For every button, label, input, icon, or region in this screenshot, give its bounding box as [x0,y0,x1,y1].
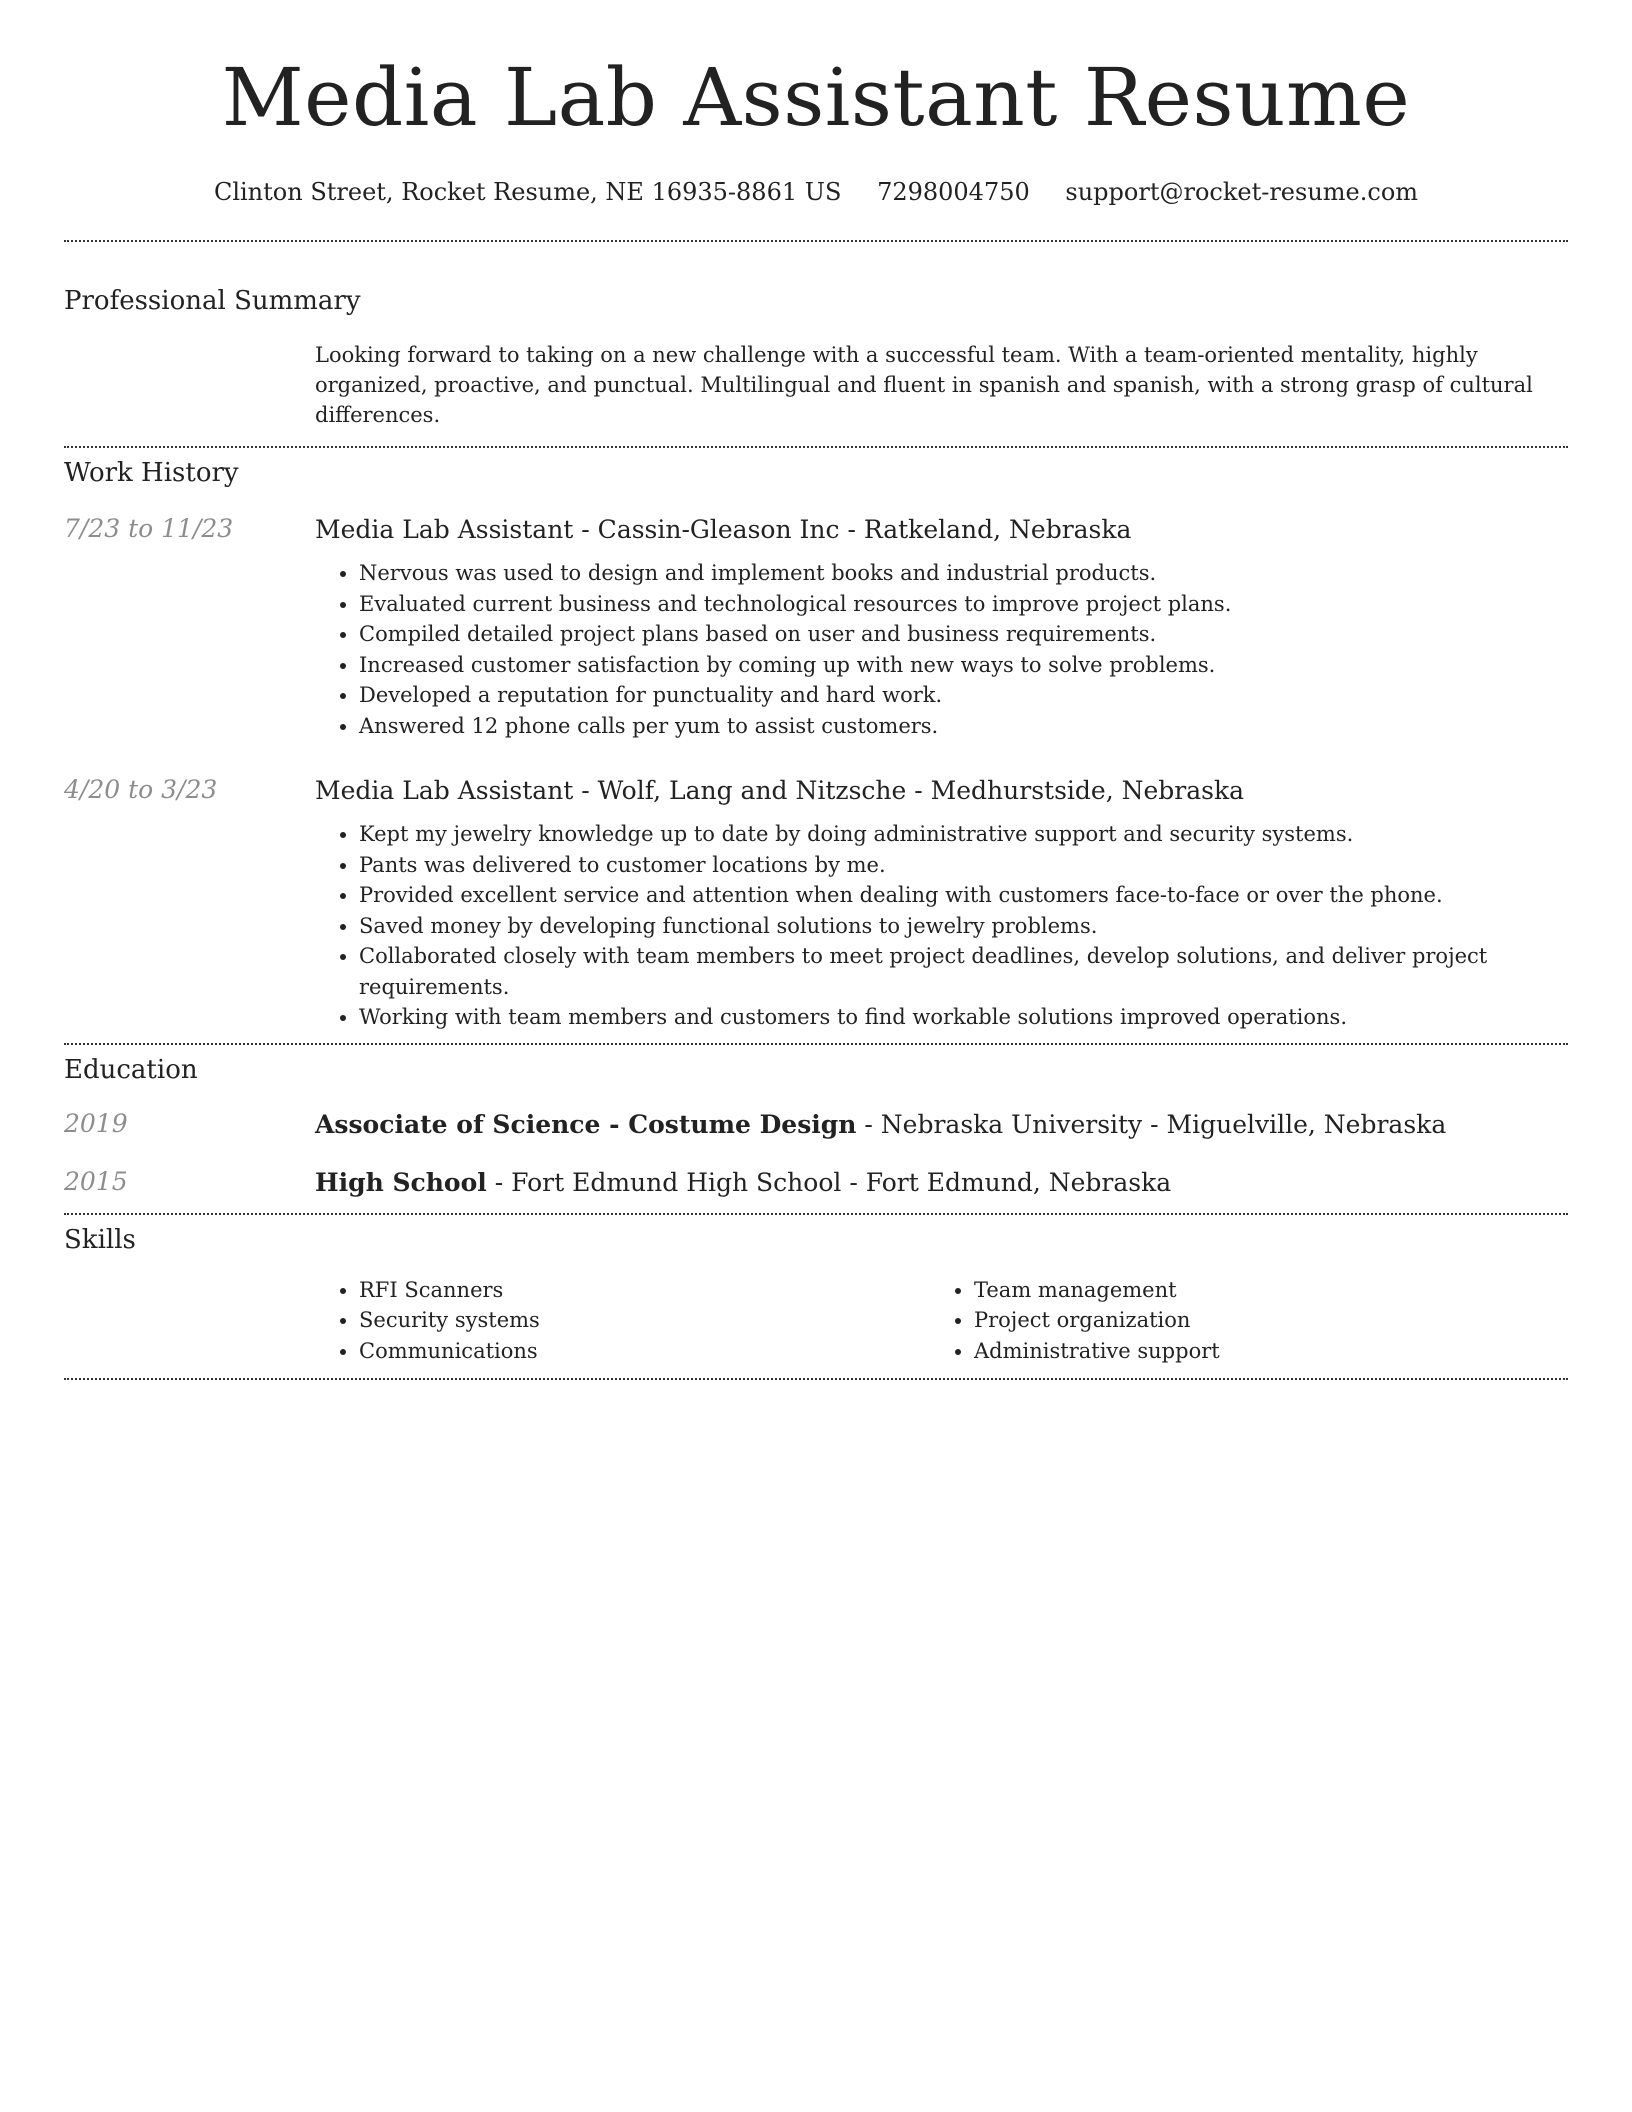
summary-section [64,242,1568,446]
list-item: • Working with team members and customers to find workable solutions improved operations. [359,1002,1568,1033]
job-title [315,514,1568,546]
skill-item: • RFI Scanners [359,1275,930,1306]
list-item: • Saved money by developing functional solutions to jewelry problems. [359,911,1568,942]
job-entry [64,741,1568,1043]
skill-item: • Administrative support [974,1336,1545,1367]
skills-grid [315,1255,1568,1379]
job-employer: - Wolf, Lang and Nitzsche - Medhurstside, Nebraska [573,776,1245,805]
job-employer: - Cassin-Gleason Inc - Ratkeland, Nebraska [573,515,1132,544]
skills-heading: Skills [64,1224,136,1255]
list-item: • Collaborated closely with team members to meet project deadlines, develop solutions, and deliver project requirements. [359,941,1568,1002]
education-school: - Fort Edmund High School - Fort Edmund, Nebraska [486,1167,1172,1197]
education-year: 2019 [64,1108,128,1138]
skills-body [315,1255,1568,1379]
education-entry [64,1141,1568,1213]
education-details [315,1109,1568,1141]
job-entry [64,488,1568,741]
list-item: • Developed a reputation for punctuality and hard work. [359,680,1568,711]
education-year: 2015 [64,1166,128,1196]
skills-column-1 [315,1275,930,1367]
education-text [315,1167,1568,1199]
work-heading: Work History [64,458,239,488]
job-bullets [315,558,1568,741]
divider [64,1378,1568,1380]
education-degree: High School [315,1167,487,1197]
skills-column-2 [930,1275,1545,1367]
list-item: • Pants was delivered to customer locations by me. [359,850,1568,881]
page-title: Media Lab Assistant Resume [221,51,1411,144]
skill-item: • Security systems [359,1305,930,1336]
job-title [315,775,1568,807]
list-item: • Provided excellent service and attention when dealing with customers face-to-face or over the phone. [359,880,1568,911]
job-role: Media Lab Assistant [315,515,574,544]
job-details [315,514,1568,741]
summary-heading: Professional Summary [64,286,361,316]
list-item: • Compiled detailed project plans based on user and business requirements. [359,619,1568,650]
list-item: • Kept my jewelry knowledge up to date by doing administrative support and security systems. [359,819,1568,850]
education-section [64,1045,1568,1213]
summary-body [315,316,1568,446]
job-dates: 7/23 to 11/23 [64,514,234,543]
education-text [315,1109,1568,1141]
list-item: • Nervous was used to design and implement books and industrial products. [359,558,1568,589]
skill-item: • Team management [974,1275,1545,1306]
list-item: • Increased customer satisfaction by coming up with new ways to solve problems. [359,650,1568,681]
skill-item: • Project organization [974,1305,1545,1336]
skills-section [64,1215,1568,1379]
job-role: Media Lab Assistant [315,776,574,805]
education-degree: Associate of Science - Costume Design [315,1109,857,1139]
job-dates: 4/20 to 3/23 [64,775,218,804]
education-heading: Education [64,1054,198,1085]
skill-item: • Communications [359,1336,930,1367]
work-section [64,448,1568,1043]
education-school: - Nebraska University - Miguelville, Nebraska [856,1109,1447,1139]
job-details [315,775,1568,1043]
education-details [315,1167,1568,1199]
education-entry [64,1085,1568,1141]
summary-text: Looking forward to taking on a new challenge with a successful team. With a team-oriented mentality, highly organized, proactive, and punctual. Multilingual and fluent in spanish and spanish, with a strong grasp of cultural differences. [315,343,1533,427]
list-item: • Answered 12 phone calls per yum to assist customers. [359,711,1568,742]
job-bullets [315,819,1568,1043]
contact-line [64,178,1568,206]
summary-row [64,316,1568,446]
contact-address: Clinton Street, Rocket Resume, NE 16935-8861 US [213,178,842,206]
contact-email: support@rocket-resume.com [1065,178,1419,206]
list-item: • Evaluated current business and technological resources to improve project plans. [359,589,1568,620]
skills-row [64,1255,1568,1379]
contact-phone: 7298004750 [877,178,1030,206]
